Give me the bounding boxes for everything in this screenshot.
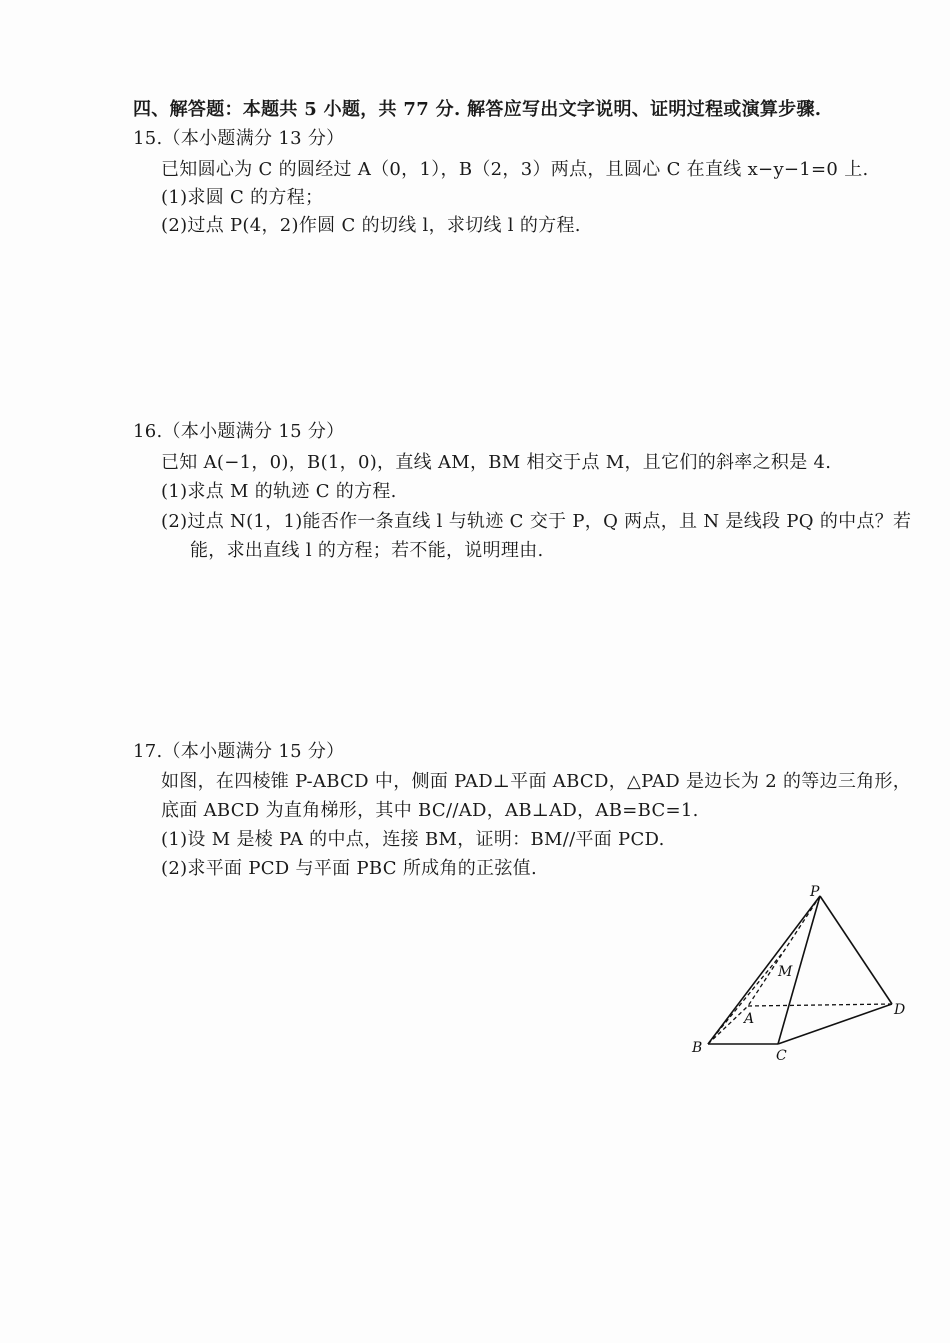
question-16-part-2-cont: 能，求出直线 l 的方程；若不能，说明理由.: [190, 540, 544, 561]
edge-ab: [708, 1006, 748, 1044]
question-16-part-1: (1)求点 M 的轨迹 C 的方程.: [161, 481, 397, 502]
label-b: B: [692, 1040, 703, 1056]
question-17-header: 17.（本小题满分 15 分）: [133, 741, 345, 762]
edge-cd: [778, 1004, 892, 1044]
question-16-header: 16.（本小题满分 15 分）: [133, 421, 345, 442]
edge-pb: [708, 896, 820, 1044]
question-17-part-1: (1)设 M 是棱 PA 的中点，连接 BM，证明：BM//平面 PCD.: [161, 829, 665, 850]
question-17-part-2: (2)求平面 PCD 与平面 PBC 所成角的正弦值.: [161, 858, 537, 879]
edge-ad: [748, 1004, 892, 1006]
label-m: M: [778, 964, 793, 980]
section-heading: 四、解答题：本题共 5 小题，共 77 分. 解答应写出文字说明、证明过程或演算步骤.: [133, 99, 822, 120]
question-16-stem: 已知 A(−1，0)，B(1，0)，直线 AM，BM 相交于点 M，且它们的斜率之积是 4.: [161, 452, 832, 473]
question-15-part-2: (2)过点 P(4，2)作圆 C 的切线 l，求切线 l 的方程.: [161, 215, 581, 236]
label-a: A: [744, 1011, 755, 1027]
pyramid-figure: [680, 878, 920, 1068]
question-15-stem: 已知圆心为 C 的圆经过 A（0，1），B（2，3）两点，且圆心 C 在直线 x−y−1=0 上.: [161, 159, 869, 180]
label-d: D: [894, 1002, 906, 1018]
question-15-part-1: (1)求圆 C 的方程；: [161, 187, 324, 208]
question-17-stem-2: 底面 ABCD 为直角梯形，其中 BC//AD，AB⊥AD，AB=BC=1.: [161, 800, 699, 821]
question-17-stem-1: 如图，在四棱锥 P-ABCD 中，侧面 PAD⊥平面 ABCD，△PAD 是边长为 2 的等边三角形，: [161, 771, 912, 792]
label-c: C: [776, 1048, 787, 1064]
question-15-header: 15.（本小题满分 13 分）: [133, 128, 345, 149]
question-16-part-2: (2)过点 N(1，1)能否作一条直线 l 与轨迹 C 交于 P，Q 两点，且 N 是线段 PQ 的中点？若: [161, 511, 912, 532]
edge-pd: [820, 896, 892, 1004]
label-p: P: [810, 884, 820, 900]
